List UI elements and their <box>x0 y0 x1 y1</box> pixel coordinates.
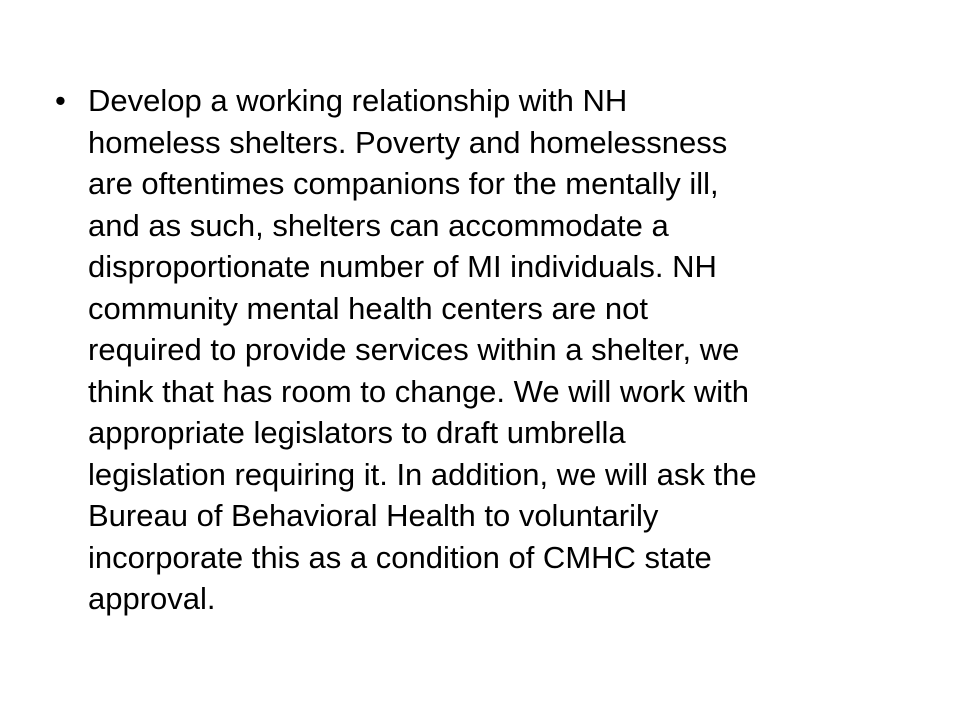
bullet-list <box>55 80 945 620</box>
text-line: think that has room to change. We will work with <box>88 373 750 409</box>
text-line: incorporate this as a condition of CMHC state <box>88 539 712 575</box>
text-line: disproportionate number of MI individuals. NH <box>88 249 717 284</box>
text-line: Bureau of Behavioral Health to voluntarily <box>88 498 659 533</box>
text-line: community mental health centers are not <box>88 290 648 326</box>
text-line: homeless shelters. Poverty and homelessness <box>88 124 728 160</box>
text-line: required to provide services within a shelter, we <box>88 332 740 367</box>
bullet-marker: • <box>55 83 66 118</box>
text-line: and as such, shelters can accommodate a <box>88 207 669 243</box>
text-line: legislation requiring it. In addition, we will ask the <box>88 456 757 492</box>
text-line: appropriate legislators to draft umbrella <box>88 415 626 450</box>
bullet-item <box>55 80 945 620</box>
text-line: Develop a working relationship with NH <box>88 83 628 118</box>
bullet-text <box>88 80 945 620</box>
text-line: approval. <box>88 581 216 616</box>
text-line: are oftentimes companions for the mentally ill, <box>88 166 719 201</box>
